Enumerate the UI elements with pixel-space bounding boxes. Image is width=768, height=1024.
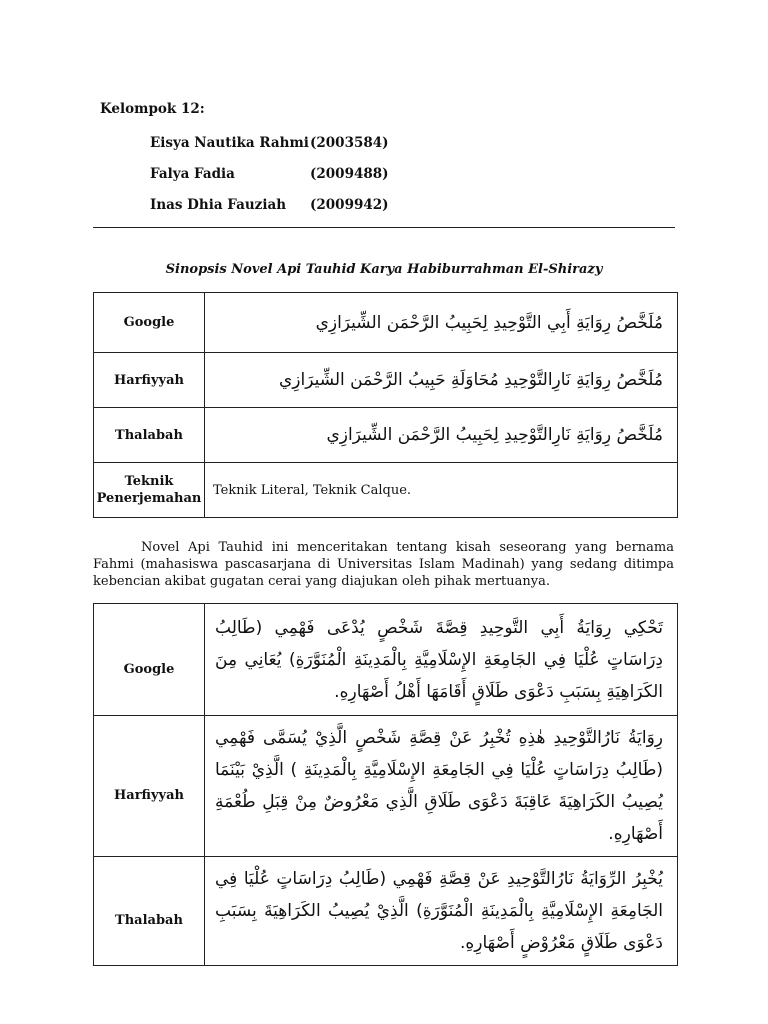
member-row: [150, 135, 389, 151]
arabic-translation: تَحْكِي رِوَايَةُ أَبِي التَّوحِيدِ قِصَّةَ شَخْصٍ يُدْعَى فَهْمِي (طَالِبُ دِرَاسَاتٍ عُلْيَا فِي الجَامِعَةِ الإِسْلَامِيَّةِ بِالْمَدِينَةِ الْمُنَوَّرَةِ) يُعَانِي مِنَ الكَرَاهِيَةِ بِسَبَبِ دَعْوَى طَلَاقٍ أَقَامَهَا أَهْلُ أَصْهَارِهِ.: [205, 604, 678, 716]
document-title: Sinopsis Novel Api Tauhid Karya Habiburrahman El-Shirazy: [165, 262, 603, 277]
arabic-translation: مُلَخَّصُ رِوَايَةِ نَارِالتَّوْحِيدِ لِحَبِيبُ الرَّحْمَن الشِّيرَازِي: [205, 408, 678, 463]
row-label: Teknik Penerjemahan: [94, 463, 205, 518]
table-row: [94, 353, 678, 408]
table-row: [94, 716, 678, 857]
row-label: Harfiyyah: [94, 716, 205, 857]
table-row: [94, 463, 678, 518]
table-row: [94, 857, 678, 966]
title-translation-table: [93, 292, 678, 518]
row-label: Thalabah: [94, 857, 205, 966]
row-label: Harfiyyah: [94, 353, 205, 408]
member-nim: (2003584): [310, 135, 389, 151]
table-row: [94, 293, 678, 353]
row-label: Thalabah: [94, 408, 205, 463]
arabic-translation: مُلَخَّصُ رِوَايَةِ نَارِالتَّوْحِيدِ مُحَاوَلَةِ حَبِيبُ الرَّحْمَن الشِّيرَازِي: [205, 353, 678, 408]
row-label: Google: [94, 604, 205, 716]
member-row: [150, 166, 389, 182]
table-row: [94, 408, 678, 463]
member-row: [150, 197, 389, 213]
arabic-translation: يُخْبِرُ الرِّوَايَةُ نَارُالتَّوْحِيدِ عَنْ قِصَّةِ فَهْمِي (طَالِبُ دِرَاسَاتٍ عُلْيَا فِي الجَامِعَةِ الإِسْلَامِيَّةِ بِالْمَدِينَةِ الْمُنَوَّرَةِ) الَّذِيْ يُصِيبُ الكَرَاهِيَةَ بِسَبَبِ دَعْوَى طَلَاقٍ مَعْرُوْضٍ أَصْهَارِهِ.: [205, 857, 678, 966]
member-nim: (2009942): [310, 197, 389, 213]
member-name: Inas Dhia Fauziah: [150, 197, 287, 213]
table-row: [94, 604, 678, 716]
member-nim: (2009488): [310, 166, 389, 182]
member-name: Falya Fadia: [150, 166, 235, 182]
group-label: Kelompok 12:: [100, 101, 205, 117]
row-label: Google: [94, 293, 205, 353]
member-name: Eisya Nautika Rahmi: [150, 135, 309, 151]
divider: [93, 227, 675, 228]
arabic-translation: رِوَايَةُ نَارُالتَّوْحِيدِ هٰذِهِ تُخْبِرُ عَنْ قِصَّةِ شَخْصٍ الَّذِيْ يُسَمَّى فَهْمِي (طَالِبُ دِرَاسَاتٍ عُلْيَا فِي الجَامِعَةِ الإِسْلَامِيَّةِ بِالْمَدِينَةِ ) الَّذِيْ بَيْنَمَا يُصِيبُ الكَرَاهِيَةَ عَاقِبَةَ دَعْوَى طَلَاقِ الَّذِي مَعْرُوضٌ مِنْ قِبَلِ طُعْمَةِ أَصْهَارِهِ.: [205, 716, 678, 857]
synopsis-paragraph: Novel Api Tauhid ini menceritakan tentang kisah seseorang yang bernama Fahmi (mahasiswa pascasarjana di Universitas Islam Madinah) yang sedang ditimpa kebencian akibat gugatan cerai yang diajukan oleh pihak mertuanya.: [93, 540, 674, 589]
arabic-translation: مُلَخَّصُ رِوَايَةِ أَبِي التَّوْحِيدِ لِحَبِيبُ الرَّحْمَن الشِّيرَازِي: [205, 293, 678, 353]
technique-text: Teknik Literal, Teknik Calque.: [205, 463, 678, 518]
synopsis-translation-table: [93, 603, 678, 966]
